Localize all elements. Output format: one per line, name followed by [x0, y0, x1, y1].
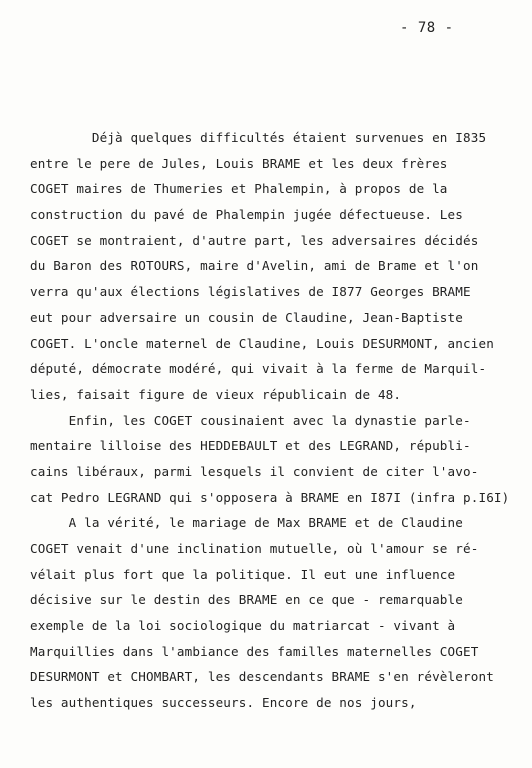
text-line: exemple de la loi sociologique du matriarcat - vivant à [30, 618, 456, 634]
text-line: vélait plus fort que la politique. Il eut une influence [30, 566, 456, 582]
text-line: les authentiques successeurs. Encore de nos jours, [30, 695, 417, 711]
text-line: lies, faisait figure de vieux républicain de 48. [30, 386, 402, 402]
text-line: verra qu'aux élections législatives de I877 Georges BRAME [30, 284, 471, 300]
text-line: eut pour adversaire un cousin de Claudine, Jean-Baptiste [30, 309, 463, 325]
text-line: Enfin, les COGET cousinaient avec la dynastie parle- [30, 412, 471, 428]
text-line: COGET. L'oncle maternel de Claudine, Louis DESURMONT, ancien [30, 335, 494, 351]
text-line: mentaire lilloise des HEDDEBAULT et des LEGRAND, républi- [30, 438, 471, 454]
text-line: construction du pavé de Phalempin jugée défectueuse. Les [30, 207, 463, 223]
text-line: COGET venait d'une inclination mutuelle, où l'amour se ré- [30, 541, 479, 556]
text-line: cat Pedro LEGRAND qui s'opposera à BRAME en I87I (infra p.I6I) [30, 489, 510, 505]
text-line: COGET maires de Thumeries et Phalempin, à propos de la [30, 181, 448, 197]
text-line: COGET se montraient, d'autre part, les adversaires décidés [30, 232, 479, 248]
text-line: cains libéraux, parmi lesquels il convient de citer l'avo- [30, 463, 479, 479]
text-line: du Baron des ROTOURS, maire d'Avelin, ami de Brame et l'on [30, 258, 479, 274]
body-text [30, 125, 525, 716]
text-line: député, démocrate modéré, qui vivait à la ferme de Marquil- [30, 361, 487, 377]
text-line: DESURMONT et CHOMBART, les descendants BRAME s'en révèleront [30, 669, 494, 685]
text-line: A la vérité, le mariage de Max BRAME et de Claudine [30, 515, 463, 531]
text-line: décisive sur le destin des BRAME en ce que - remarquable [30, 592, 463, 608]
text-line: entre le pere de Jules, Louis BRAME et les deux frères [30, 155, 448, 171]
text-line: Marquillies dans l'ambiance des familles maternelles COGET [30, 643, 479, 659]
page-number: - 78 - [400, 20, 454, 36]
text-line: Déjà quelques difficultés étaient survenues en I835 [30, 130, 487, 145]
